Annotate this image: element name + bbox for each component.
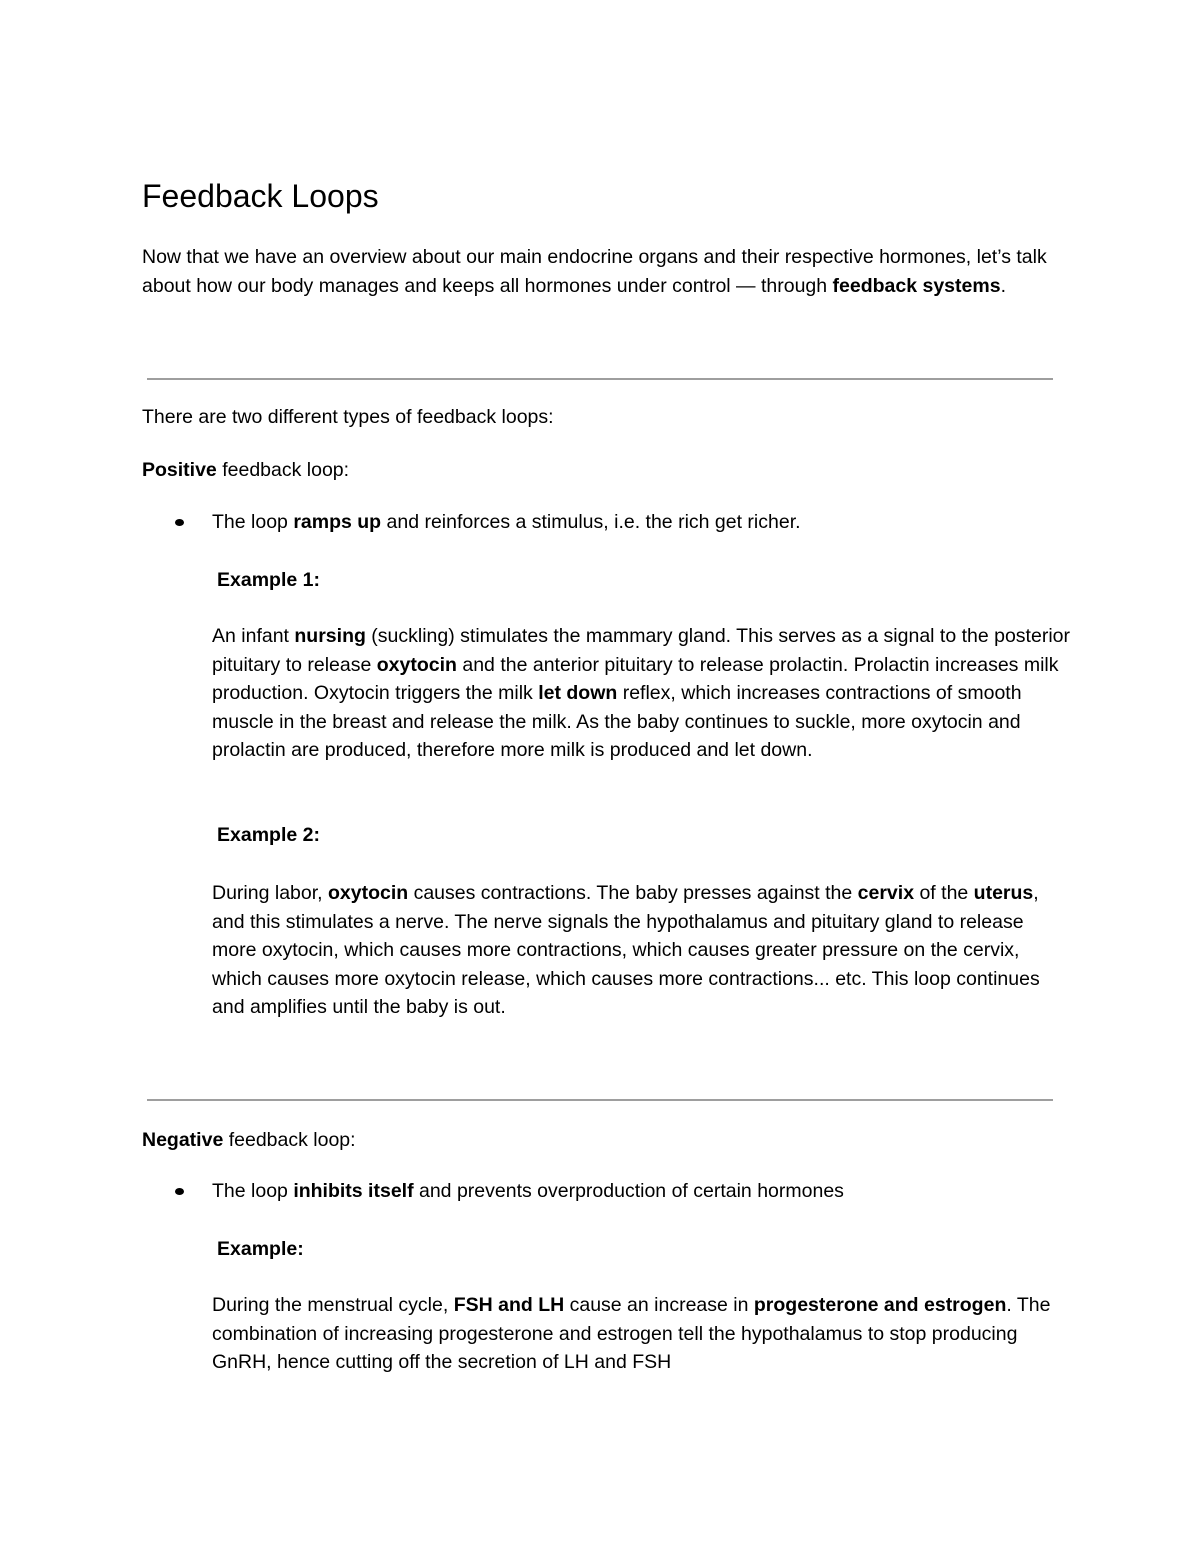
positive-heading-rest: feedback loop: (216, 459, 350, 481)
negative-example-bold-2: progesterone and estrogen (753, 1294, 1007, 1316)
negative-example-text-3: . The combination of increasing progesterone and estrogen tell the hypothalamus to stop producing GnRH, hence cutting off the secretion of LH and FSH (212, 1294, 1051, 1374)
example1-bold-2: oxytocin (376, 653, 457, 676)
intro-text: Now that we have an overview about our main endocrine organs and their respective hormones, let’s talk about how our body manages and keeps all hormones under control — through (142, 246, 1047, 297)
example1-paragraph (212, 622, 1072, 765)
negative-example-label: Example: (217, 1238, 304, 1260)
negative-example-text-1: During the menstrual cycle, (212, 1294, 454, 1316)
positive-heading-bold: Positive (142, 459, 217, 481)
negative-example-bold-1: FSH and LH (453, 1294, 565, 1316)
negative-bullet-pre: The loop (212, 1180, 294, 1202)
example2-bold-2: cervix (857, 882, 915, 904)
negative-bullet-post: and prevents overproduction of certain hormones (413, 1180, 844, 1202)
positive-heading (142, 456, 349, 485)
intro-paragraph (142, 243, 1082, 300)
intro-end: . (1000, 274, 1006, 297)
example2-label: Example 2: (217, 824, 320, 846)
bullet-dot-icon (175, 1188, 184, 1195)
example1-label: Example 1: (217, 569, 320, 591)
negative-bullet-bold: inhibits itself (293, 1180, 414, 1202)
example2-text-4: , and this stimulates a nerve. The nerve signals the hypothalamus and pituitary gland to release more oxytocin, which causes more contractions, which causes greater pressure on the cervix, which causes more oxytocin release, which causes more contractions... etc. This loop continues and amplifies until the baby is out. (212, 882, 1040, 1019)
horizontal-divider (147, 378, 1053, 380)
negative-bullet-text (212, 1177, 844, 1206)
example1-text-3: and the anterior pituitary to release prolactin. Prolactin increases milk production. Oxytocin triggers the milk (212, 653, 1059, 705)
example1-bold-3: let down (538, 682, 618, 705)
page-title: Feedback Loops (142, 178, 379, 214)
horizontal-divider (147, 1099, 1053, 1101)
example1-text-4: reflex, which increases contractions of smooth muscle in the breast and release the milk. As the baby continues to suckle, more oxytocin and prolactin are produced, therefore more milk is produced and let down. (212, 682, 1022, 762)
positive-bullet-post: and reinforces a stimulus, i.e. the rich get richer. (381, 511, 801, 533)
negative-example-text-2: cause an increase in (564, 1294, 754, 1316)
example2-text-3: of the (914, 882, 974, 904)
example2-bold-1: oxytocin (327, 882, 409, 904)
example1-bold-1: nursing (294, 625, 366, 647)
positive-bullet-text (212, 508, 801, 537)
intro-bold-term: feedback systems (832, 274, 1001, 297)
example1-text-1: An infant (212, 625, 295, 647)
example2-bold-3: uterus (973, 882, 1034, 904)
negative-heading (142, 1126, 356, 1155)
example1-text-2: (suckling) stimulates the mammary gland. This serves as a signal to the posterior pituitary to release (212, 625, 1070, 676)
types-intro: There are two different types of feedback loops: (142, 406, 554, 428)
positive-bullet-pre: The loop (212, 511, 294, 533)
example2-text-1: During labor, (212, 882, 328, 904)
negative-example-paragraph (212, 1291, 1072, 1377)
negative-heading-bold: Negative (142, 1129, 224, 1151)
example2-text-2: causes contractions. The baby presses against the (408, 882, 858, 904)
bullet-dot-icon (175, 519, 184, 526)
positive-bullet-bold: ramps up (293, 511, 382, 533)
negative-heading-rest: feedback loop: (223, 1129, 356, 1151)
example2-paragraph (212, 879, 1072, 1022)
